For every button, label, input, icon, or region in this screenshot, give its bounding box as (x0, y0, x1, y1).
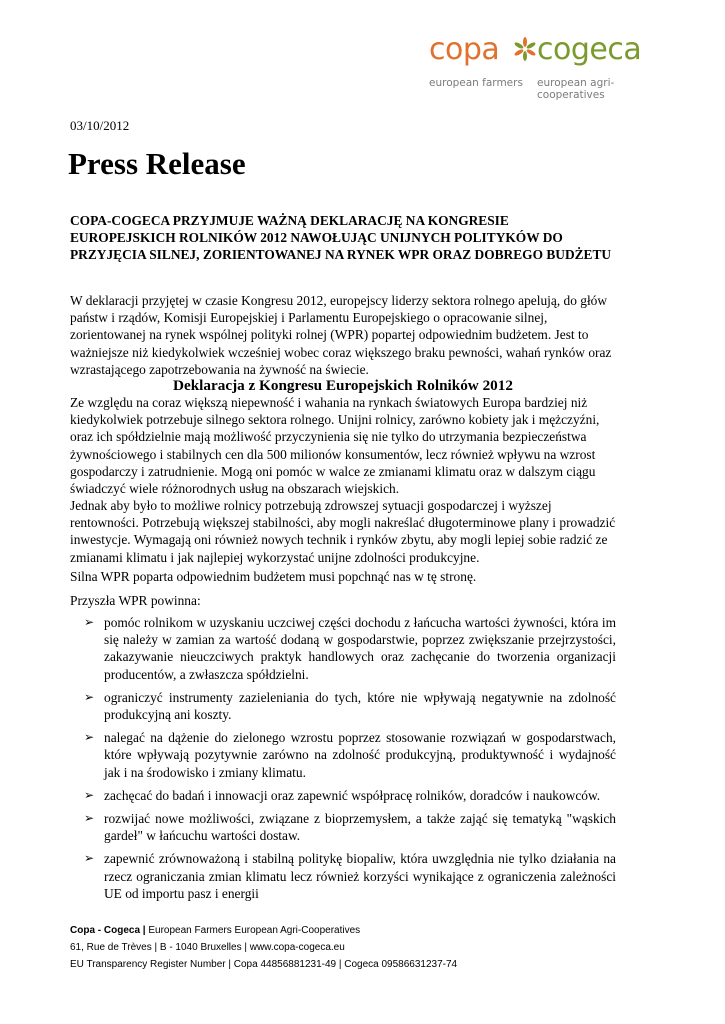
list-item-text: nalegać na dążenie do zielonego wzrostu poprzez stosowanie rozwiązań w gospodarstwach, które wpływają pozytywnie zarówno na zdolność produkcyjną, produktywność i wydajność jak i na środowisko i zmiany klimatu. (104, 730, 616, 780)
arrow-bullet-icon: ➢ (84, 689, 95, 704)
logo-wordmark (429, 33, 659, 69)
arrow-bullet-icon: ➢ (84, 730, 95, 745)
list-item-text: rozwijać nowe możliwości, związane z bioprzemysłem, a także zająć się tematyką "wąskich gardeł" w łańcuchu wartości dostaw. (104, 811, 616, 844)
headline: COPA-COGECA PRZYJMUJE WAŻNĄ DEKLARACJĘ NA KONGRESIE EUROPEJSKICH ROLNIKÓW 2012 NAWOŁUJĄC UNIJNYCH POLITYKÓW DO PRZYJĘCIA SILNEJ, ZORIENTOWANEJ NA RYNEK WPR ORAZ DOBREGO BUDŻETU (70, 213, 612, 262)
asterisk-flower-icon (512, 36, 538, 62)
logo-subtitle-cooperatives: european agri-cooperatives (537, 77, 615, 101)
release-date: 03/10/2012 (70, 118, 130, 133)
list-item (70, 689, 616, 723)
declaration-subheading: Deklaracja z Kongresu Europejskich Rolników 2012 (173, 377, 513, 394)
footer-org-description: European Farmers European Agri-Cooperatives (148, 925, 361, 936)
intro-paragraph: W deklaracji przyjętej w czasie Kongresu 2012, europejscy liderzy sektora rolnego apelują, do głów państw i rządów, Komisji Europejskiej i Parlamentu Europejskiego o opracowanie silnej, zorientowanej na rynek wspólnej polityki rolnej (WPR) popartej odpowiednim budżetem. Jest to ważniejsze niż kiedykolwiek wcześniej wobec coraz większego braku pewności, wahań rynków oraz wzrastającego zapotrzebowania na żywność na świecie. (70, 293, 612, 377)
paragraph-3: Silna WPR poparta odpowiednim budżetem musi popchnąć nas w tę stronę. (70, 569, 477, 584)
list-item-text: zapewnić zrównoważoną i stabilną politykę biopaliw, która uwzględnia nie tylko działania na rzecz ograniczania zmian klimatu lecz również korzyści wynikające z ograniczenia zależności UE od importu pasz i energii (104, 851, 616, 901)
logo-subtitle-farmers: european farmers (429, 77, 523, 89)
page-footer (70, 922, 457, 973)
page-title: Press Release (68, 146, 246, 181)
list-item (70, 614, 616, 683)
logo-copa-text: copa (429, 32, 500, 67)
paragraph-2: Jednak aby było to możliwe rolnicy potrzebują zdrowszej sytuacji gospodarczej i wyższej rentowności. Potrzebują większej stabilności, aby mogli nakreślać długoterminowe plany i prowadzić inwestycje. Wymagają oni również nowych technik i rynków zbytu, aby mogli lepiej sobie radzić ze zmianami klimatu i jak najlepiej wykorzystać unijne zdolności produkcyjne. (70, 498, 616, 565)
paragraph-1: Ze względu na coraz większą niepewność i wahania na rynkach światowych Europa bardziej niż kiedykolwiek potrzebuje silnego sektora rolnego. Unijni rolnicy, zarówno kobiety jak i mężczyźni, oraz ich spółdzielnie mają możliwość przyczynienia się nie tylko do utrzymania bezpieczeństwa żywnościowego i stabilnych cen dla 500 milionów konsumentów, lecz również wpływu na wzrost gospodarczy i zatrudnienie. Mogą oni pomóc w walce ze zmianami klimatu oraz w dalszym ciągu świadczyć wiele różnorodnych usług na obszarach wiejskich. (70, 395, 600, 497)
list-item-text: zachęcać do badań i innowacji oraz zapewnić współpracę rolników, doradców i naukowców. (104, 787, 601, 803)
footer-org-line (70, 922, 457, 939)
list-item (70, 787, 616, 804)
arrow-bullet-icon: ➢ (84, 787, 95, 802)
footer-address: 61, Rue de Trèves | B - 1040 Bruxelles | www.copa-cogeca.eu (70, 942, 345, 953)
list-item (70, 810, 616, 844)
logo-cogeca-text: cogeca (537, 32, 642, 67)
footer-org-name: Copa - Cogeca (70, 925, 141, 936)
arrow-bullet-icon: ➢ (84, 811, 95, 826)
footer-register: EU Transparency Register Number | Copa 44856881231-49 | Cogeca 09586631237-74 (70, 959, 458, 970)
list-item (70, 729, 616, 781)
list-item-text: pomóc rolnikom w uzyskaniu uczciwej części dochodu z łańcucha wartości żywności, która im się należy w zamian za wartość dodaną w gospodarstwie, poprzez zwiększanie przejrzystości, zakazywanie nieuczciwych praktyk handlowych oraz zachęcanie do tworzenia organizacji producentów, a zwłaszcza spółdzielni. (104, 615, 616, 682)
arrow-bullet-icon: ➢ (84, 615, 95, 629)
list-item-text: ograniczyć instrumenty zazieleniania do tych, które nie wpływają negatywnie na zdolność produkcyjną ani koszty. (104, 689, 616, 723)
arrow-bullet-icon: ➢ (84, 851, 95, 866)
cap-demands-list (70, 614, 616, 908)
paragraph-4: Przyszła WPR powinna: (70, 593, 201, 608)
list-item (70, 850, 616, 902)
copa-cogeca-logo (429, 32, 659, 101)
footer-separator: | (140, 925, 149, 936)
